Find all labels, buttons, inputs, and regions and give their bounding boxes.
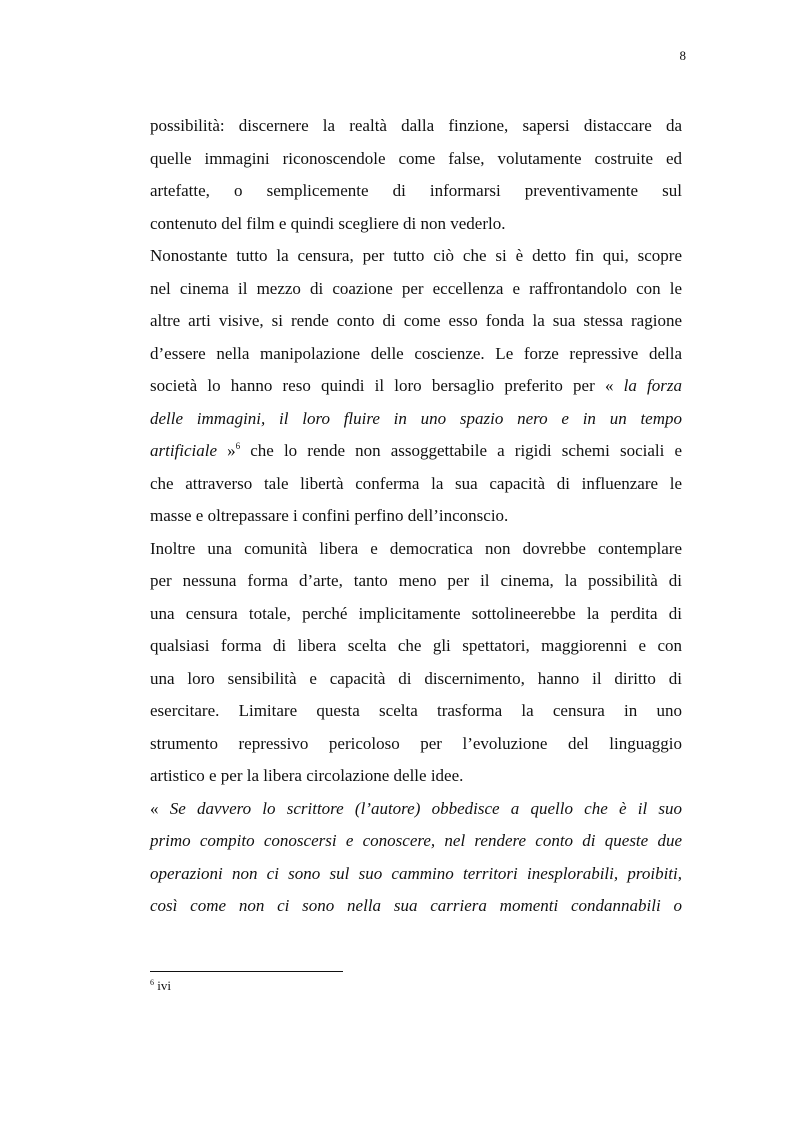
footnote-marker: 6: [150, 978, 154, 987]
paragraph-2-line-6: delle immagini, il loro fluire in uno spazio nero e in un tempo: [150, 408, 682, 428]
paragraph-3-line-8: artistico e per la libera circolazione delle idee.: [150, 766, 464, 785]
closing-guillemet: »: [217, 441, 236, 460]
quotation-line-2: primo compito conoscersi e conoscere, nel rendere conto di queste due: [150, 831, 682, 850]
inline-quote-end: artificiale: [150, 441, 218, 460]
main-text: [150, 110, 682, 923]
footnote-reference[interactable]: 6: [235, 441, 241, 451]
inline-quote-start: la forza: [623, 376, 683, 395]
paragraph-2-line-5-text: società lo hanno reso quindi il loro bersaglio preferito per «: [150, 376, 624, 395]
paragraph-3-line-4: qualsiasi forma di libera scelta che gli spettatori, maggiorenni e con: [150, 636, 682, 655]
footnote-separator: [150, 971, 343, 972]
quotation-line-1: [150, 793, 682, 826]
paragraph-1-line-2: quelle immagini riconoscendole come false, volutamente costruite ed: [150, 148, 682, 168]
paragraph-2-line-7-text: che lo rende non assoggettabile a rigidi schemi sociali e: [240, 441, 683, 460]
paragraph-3-line-6: esercitare. Limitare questa scelta trasforma la censura in uno: [150, 701, 682, 720]
paragraph-2-line-8: che attraverso tale libertà conferma la sua capacità di influenzare le: [150, 473, 682, 493]
quotation-line-4: così come non ci sono nella sua carriera momenti condannabili o: [150, 896, 682, 915]
paragraph-1-line-3: artefatte, o semplicemente di informarsi preventivamente sul: [150, 181, 682, 200]
footnote: [150, 978, 171, 994]
paragraph-1-line-4: contenuto del film e quindi scegliere di non vederlo.: [150, 213, 506, 233]
paragraph-3-line-5: una loro sensibilità e capacità di discernimento, hanno il diritto di: [150, 668, 682, 688]
paragraph-1-line-1: possibilità: discernere la realtà dalla finzione, sapersi distaccare da: [150, 116, 682, 135]
quotation-line-1-text: Se davvero lo scrittore (l’autore) obbedisce a quello che è il suo: [169, 798, 683, 818]
paragraph-2-line-1: Nonostante tutto la censura, per tutto ciò che si è detto fin qui, scopre: [150, 246, 682, 265]
paragraph-2-line-9: masse e oltrepassare i confini perfino dell’inconscio.: [150, 506, 509, 525]
paragraph-2-line-7: [150, 435, 682, 468]
paragraph-3-line-7: strumento repressivo pericoloso per l’evoluzione del linguaggio: [150, 733, 682, 753]
paragraph-2-line-5: [150, 370, 682, 403]
paragraph-3-line-2: per nessuna forma d’arte, tanto meno per il cinema, la possibilità di: [150, 571, 682, 590]
quotation-open-mark: «: [150, 798, 170, 818]
quotation-line-3: operazioni non ci sono sul suo cammino territori inesplorabili, proibiti,: [150, 863, 682, 883]
paragraph-2-line-2: nel cinema il mezzo di coazione per eccellenza e raffrontandolo con le: [150, 278, 682, 298]
paragraph-2-line-3: altre arti visive, si rende conto di come esso fonda la sua stessa ragione: [150, 311, 682, 330]
page-number: 8: [679, 48, 686, 63]
paragraph-2-line-4: d’essere nella manipolazione delle coscienze. Le forze repressive della: [150, 343, 682, 363]
footnote-text: ivi: [154, 978, 171, 993]
paragraph-3-line-3: una censura totale, perché implicitamente sottolineerebbe la perdita di: [150, 603, 682, 623]
paragraph-3-line-1: Inoltre una comunità libera e democratica non dovrebbe contemplare: [150, 538, 682, 558]
